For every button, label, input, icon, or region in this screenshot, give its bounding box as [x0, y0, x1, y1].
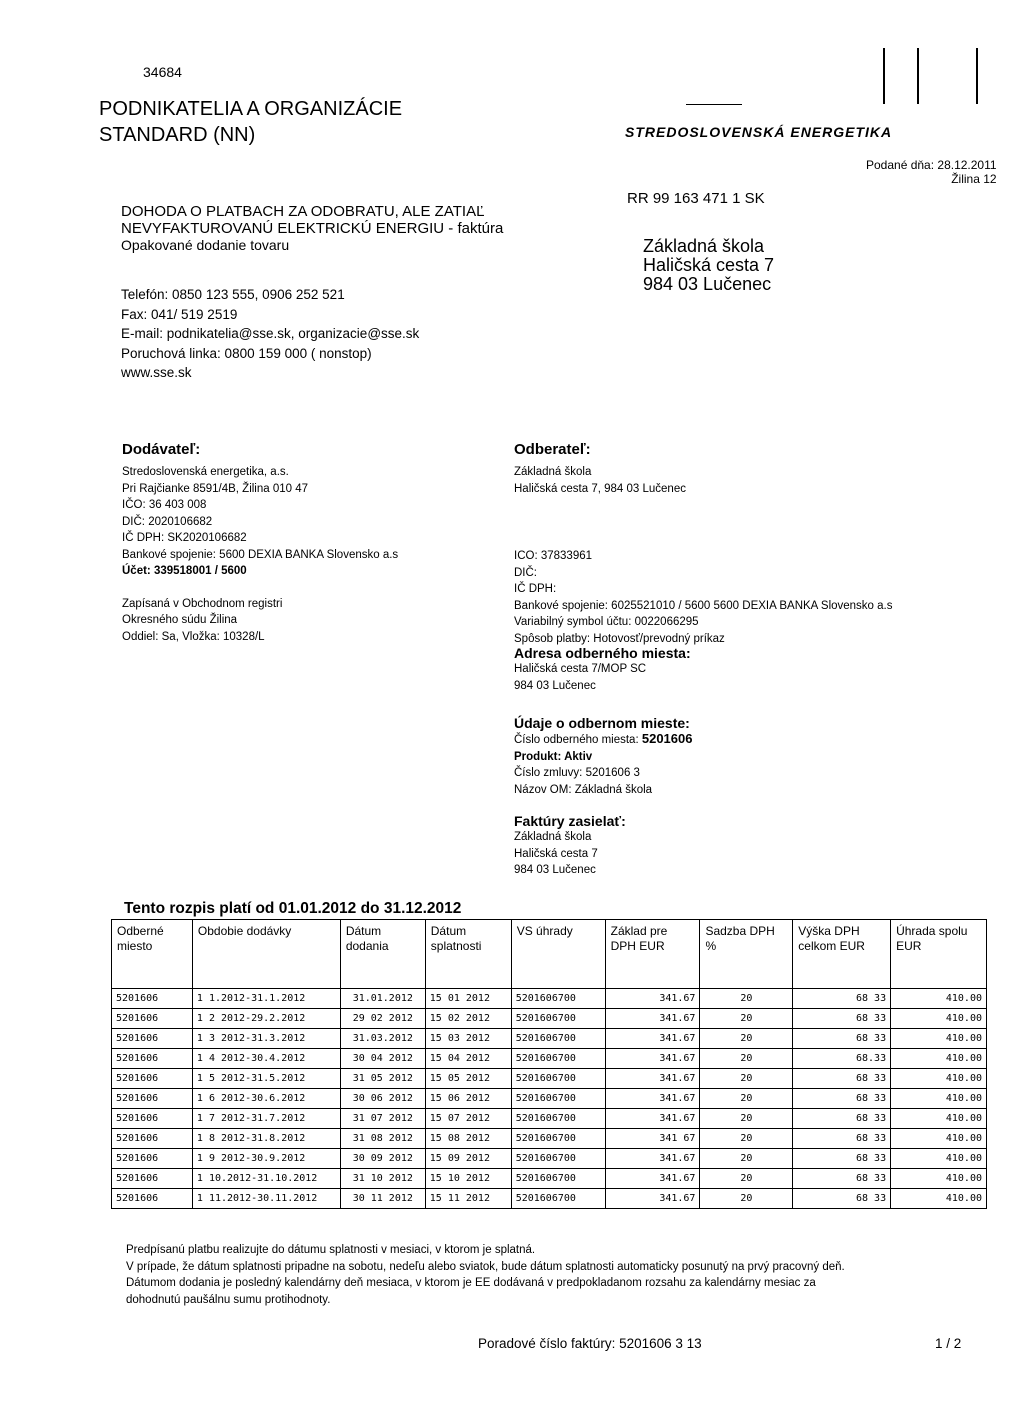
table-cell: 20 — [700, 1009, 793, 1029]
supplier-block — [122, 441, 398, 645]
recipient-city: 984 03 Lučenec — [643, 274, 772, 294]
supplier-bank: Bankové spojenie: 5600 DEXIA BANKA Slovensko a.s — [122, 548, 399, 561]
table-cell: 20 — [700, 1149, 793, 1169]
table-cell: 5201606700 — [511, 1049, 605, 1069]
table-cell: 1 10.2012-31.10.2012 — [192, 1169, 340, 1189]
table-cell: 5201606700 — [511, 1009, 605, 1029]
table-cell: 20 — [700, 1049, 793, 1069]
supplier-icdph: IČ DPH: SK2020106682 — [122, 532, 247, 544]
table-row — [112, 1069, 987, 1089]
column-header: Obdobie dodávky — [192, 920, 340, 989]
posting-info — [866, 158, 997, 186]
customer-block — [514, 441, 686, 497]
segment-line-1: PODNIKATELIA A ORGANIZÁCIE — [99, 98, 403, 120]
table-cell: 68 33 — [793, 1169, 891, 1189]
invoice-delivery-block — [514, 813, 626, 879]
customer-variable-symbol: Variabilný symbol účtu: 0022066295 — [514, 616, 699, 628]
place-number-label: Číslo odberného miesta: — [514, 734, 639, 746]
table-cell: 341.67 — [605, 989, 700, 1009]
table-cell: 1 1.2012-31.1.2012 — [192, 989, 340, 1009]
supplier-registry-2: Okresného súdu Žilina — [122, 614, 238, 626]
schedule-validity: Tento rozpis platí od 01.01.2012 do 31.12.2012 — [124, 900, 462, 917]
table-cell: 68 33 — [793, 1089, 891, 1109]
hotline: Poruchová linka: 0800 159 000 ( nonstop) — [121, 345, 372, 361]
table-cell: 341.67 — [605, 1189, 700, 1209]
segment-line-2: STANDARD (NN) — [99, 124, 256, 146]
table-cell: 5201606 — [112, 1169, 193, 1189]
table-cell: 15 03 2012 — [425, 1029, 511, 1049]
table-cell: 410.00 — [891, 989, 987, 1009]
customer-bank: Bankové spojenie: 6025521010 / 5600 5600 DEXIA BANKA Slovensko a.s — [514, 599, 893, 612]
table-row — [112, 1049, 987, 1069]
product-line — [514, 749, 692, 766]
table-cell: 410.00 — [891, 1169, 987, 1189]
table-cell: 5201606 — [112, 1069, 193, 1089]
email: E-mail: podnikatelia@sse.sk, organizacie@sse.sk — [121, 326, 420, 341]
table-cell: 5201606 — [112, 1149, 193, 1169]
customer-heading: Odberateľ: — [514, 441, 591, 458]
table-cell: 29 02 2012 — [340, 1009, 425, 1029]
consumption-place-heading: Adresa odberného miesta: — [514, 645, 691, 661]
table-cell: 5201606 — [112, 1029, 193, 1049]
customer-segment-title — [99, 96, 402, 148]
company-logo: STREDOSLOVENSKÁ ENERGETIKA — [625, 124, 893, 140]
table-body — [112, 989, 987, 1209]
supplier-account: Účet: 339518001 / 5600 — [122, 565, 247, 577]
barcode-bar — [883, 48, 885, 104]
barcode-bar — [917, 48, 919, 104]
column-header: VS úhrady — [511, 920, 605, 989]
table-cell: 68 33 — [793, 1149, 891, 1169]
table-cell: 5201606700 — [511, 989, 605, 1009]
table-cell: 5201606700 — [511, 1089, 605, 1109]
customer-dic: DIČ: — [514, 566, 537, 579]
place-number-value: 5201606 — [641, 731, 693, 746]
table-cell: 20 — [700, 1069, 793, 1089]
supplier-dic: DIČ: 2020106682 — [122, 515, 213, 528]
table-cell: 410.00 — [891, 1129, 987, 1149]
table-cell: 20 — [700, 1129, 793, 1149]
table-row — [112, 989, 987, 1009]
table-cell: 20 — [700, 989, 793, 1009]
table-cell: 410.00 — [891, 1009, 987, 1029]
table-cell: 410.00 — [891, 1049, 987, 1069]
table-cell: 410.00 — [891, 1089, 987, 1109]
invoice-sequence-number: Poradové číslo faktúry: 5201606 3 13 — [478, 1336, 702, 1351]
column-header: Sadzba DPH % — [700, 920, 793, 989]
table-cell: 1 6 2012-30.6.2012 — [192, 1089, 340, 1109]
agreement-subtitle: Opakované dodanie tovaru — [121, 237, 290, 253]
table-cell: 5201606700 — [511, 1129, 605, 1149]
contact-info — [121, 285, 419, 383]
note-line-2: V prípade, že dátum splatnosti pripadne na sobotu, nedeľu alebo sviatok, bude dátum splatnosti automaticky posunutý na prvý pracovný deň. — [126, 1260, 845, 1273]
table-cell: 341.67 — [605, 1149, 700, 1169]
table-cell: 5201606700 — [511, 1149, 605, 1169]
table-cell: 68 33 — [793, 1129, 891, 1149]
place-number-line — [514, 731, 692, 749]
payment-schedule-table — [111, 919, 987, 1209]
table-cell: 31.03.2012 — [340, 1029, 425, 1049]
table-cell: 410.00 — [891, 1029, 987, 1049]
table-cell: 5201606700 — [511, 1189, 605, 1209]
table-cell: 30 06 2012 — [340, 1089, 425, 1109]
payment-notes — [126, 1242, 845, 1308]
table-cell: 410.00 — [891, 1109, 987, 1129]
table-cell: 15 07 2012 — [425, 1109, 511, 1129]
table-cell: 341.67 — [605, 1169, 700, 1189]
table-cell: 341.67 — [605, 1089, 700, 1109]
column-header: Výška DPH celkom EUR — [793, 920, 891, 989]
table-cell: 5201606 — [112, 989, 193, 1009]
table-cell: 31.01.2012 — [340, 989, 425, 1009]
table-cell: 20 — [700, 1089, 793, 1109]
logo-rule — [686, 104, 742, 105]
customer-payment-method: Spôsob platby: Hotovosť/prevodný príkaz — [514, 632, 725, 645]
customer-icdph: IČ DPH: — [514, 583, 557, 595]
consumption-place-block — [514, 645, 691, 694]
table-row — [112, 1169, 987, 1189]
table-cell: 5201606 — [112, 1129, 193, 1149]
invoice-delivery-line-1: Základná škola — [514, 831, 592, 843]
column-header: Základ pre DPH EUR — [605, 920, 700, 989]
supplier-registry-3: Oddiel: Sa, Vložka: 10328/L — [122, 630, 265, 643]
table-cell: 5201606700 — [511, 1169, 605, 1189]
table-cell: 1 5 2012-31.5.2012 — [192, 1069, 340, 1089]
table-cell: 31 10 2012 — [340, 1169, 425, 1189]
contract-number: Číslo zmluvy: 5201606 3 — [514, 767, 640, 779]
table-cell: 68 33 — [793, 1069, 891, 1089]
table-cell: 5201606700 — [511, 1109, 605, 1129]
table-cell: 1 2 2012-29.2.2012 — [192, 1009, 340, 1029]
table-header-row — [112, 920, 987, 989]
table-cell: 1 11.2012-30.11.2012 — [192, 1189, 340, 1209]
page-number: 1 / 2 — [935, 1336, 962, 1351]
table-cell: 15 06 2012 — [425, 1089, 511, 1109]
table-cell: 15 11 2012 — [425, 1189, 511, 1209]
table-cell: 20 — [700, 1189, 793, 1209]
supplier-name: Stredoslovenská energetika, a.s. — [122, 466, 289, 478]
customer-name: Základná škola — [514, 466, 592, 478]
agreement-title — [121, 203, 503, 254]
table-cell: 5201606 — [112, 1089, 193, 1109]
fax: Fax: 041/ 519 2519 — [121, 306, 238, 322]
customer-address: Haličská cesta 7, 984 03 Lučenec — [514, 482, 686, 495]
table-row — [112, 1109, 987, 1129]
posting-date: Podané dňa: 28.12.2011 — [866, 158, 997, 172]
recipient-address — [643, 237, 774, 294]
table-cell: 5201606 — [112, 1049, 193, 1069]
column-header: Úhrada spolu EUR — [891, 920, 987, 989]
table-cell: 31 05 2012 — [340, 1069, 425, 1089]
table-cell: 31 07 2012 — [340, 1109, 425, 1129]
supplier-registry-1: Zapísaná v Obchodnom registri — [122, 597, 283, 610]
note-line-1: Predpísanú platbu realizujte do dátumu splatnosti v mesiaci, v ktorom je splatná. — [126, 1244, 536, 1256]
table-cell: 31 08 2012 — [340, 1129, 425, 1149]
table-cell: 410.00 — [891, 1069, 987, 1089]
consumption-place-line-1: Haličská cesta 7/MOP SC — [514, 663, 647, 675]
recipient-street: Haličská cesta 7 — [643, 255, 775, 275]
table-row — [112, 1189, 987, 1209]
column-header: Dátum dodania — [340, 920, 425, 989]
recipient-name: Základná škola — [643, 236, 765, 256]
table-cell: 1 8 2012-31.8.2012 — [192, 1129, 340, 1149]
invoice-delivery-line-3: 984 03 Lučenec — [514, 864, 596, 876]
barcode-bar — [976, 48, 978, 104]
table-cell: 341.67 — [605, 1049, 700, 1069]
table-row — [112, 1149, 987, 1169]
table-cell: 15 10 2012 — [425, 1169, 511, 1189]
phone: Telefón: 0850 123 555, 0906 252 521 — [121, 287, 345, 302]
table-cell: 5201606 — [112, 1009, 193, 1029]
table-cell: 410.00 — [891, 1189, 987, 1209]
table-cell: 68 33 — [793, 1029, 891, 1049]
customer-ico: ICO: 37833961 — [514, 550, 593, 562]
website: www.sse.sk — [121, 365, 192, 380]
table-row — [112, 1089, 987, 1109]
table-cell: 68 33 — [793, 989, 891, 1009]
registered-mail-number: RR 99 163 471 1 SK — [627, 190, 765, 207]
place-info-heading: Údaje o odbernom mieste: — [514, 715, 690, 731]
table-cell: 341.67 — [605, 1029, 700, 1049]
document-id: 34684 — [143, 64, 182, 80]
table-cell: 15 09 2012 — [425, 1149, 511, 1169]
table-cell: 15 02 2012 — [425, 1009, 511, 1029]
posting-place: Žilina 12 — [951, 172, 997, 186]
table-cell: 5201606700 — [511, 1029, 605, 1049]
table-cell: 15 04 2012 — [425, 1049, 511, 1069]
place-name: Názov OM: Základná škola — [514, 783, 653, 796]
consumption-place-line-2: 984 03 Lučenec — [514, 679, 596, 692]
table-cell: 68 33 — [793, 1189, 891, 1209]
table-cell: 1 9 2012-30.9.2012 — [192, 1149, 340, 1169]
table-cell: 1 4 2012-30.4.2012 — [192, 1049, 340, 1069]
table-cell: 5201606 — [112, 1109, 193, 1129]
table-cell: 68 33 — [793, 1109, 891, 1129]
table-row — [112, 1129, 987, 1149]
table-cell: 341.67 — [605, 1109, 700, 1129]
table-cell: 15 05 2012 — [425, 1069, 511, 1089]
supplier-street: Pri Rajčianke 8591/4B, Žilina 010 47 — [122, 482, 309, 495]
product-label: Produkt: — [514, 750, 562, 763]
table-cell: 68.33 — [793, 1049, 891, 1069]
invoice-delivery-heading: Faktúry zasielať: — [514, 813, 626, 829]
customer-ids — [514, 548, 893, 647]
table-cell: 30 09 2012 — [340, 1149, 425, 1169]
table-cell: 20 — [700, 1029, 793, 1049]
table-row — [112, 1029, 987, 1049]
table-cell: 30 04 2012 — [340, 1049, 425, 1069]
table-cell: 15 08 2012 — [425, 1129, 511, 1149]
table-cell: 341 67 — [605, 1129, 700, 1149]
table-cell: 15 01 2012 — [425, 989, 511, 1009]
table-cell: 30 11 2012 — [340, 1189, 425, 1209]
table-row — [112, 1009, 987, 1029]
table-cell: 1 7 2012-31.7.2012 — [192, 1109, 340, 1129]
supplier-ico: IČO: 36 403 008 — [122, 499, 207, 511]
table-cell: 68 33 — [793, 1009, 891, 1029]
place-info-block — [514, 715, 692, 798]
table-cell: 410.00 — [891, 1149, 987, 1169]
table-cell: 20 — [700, 1169, 793, 1189]
table-cell: 341.67 — [605, 1069, 700, 1089]
table-cell: 20 — [700, 1109, 793, 1129]
table-cell: 1 3 2012-31.3.2012 — [192, 1029, 340, 1049]
invoice-delivery-line-2: Haličská cesta 7 — [514, 847, 598, 860]
column-header: Odberné miesto — [112, 920, 193, 989]
table-cell: 5201606 — [112, 1189, 193, 1209]
note-line-3: Dátumom dodania je posledný kalendárny deň mesiaca, v ktorom je EE dodávaná v predpokladanom rozsahu za kalendárny mesiac za — [126, 1277, 816, 1289]
agreement-line-1: DOHODA O PLATBACH ZA ODOBRATU, ALE ZATIAĽ — [121, 203, 485, 220]
product-value: Aktiv — [564, 750, 593, 763]
supplier-heading: Dodávateľ: — [122, 441, 201, 458]
note-line-4: dohodnutú paušálnu sumu protihodnoty. — [126, 1293, 331, 1306]
agreement-line-2: NEVYFAKTUROVANÚ ELEKTRICKÚ ENERGIU - faktúra — [121, 220, 504, 237]
column-header: Dátum splatnosti — [425, 920, 511, 989]
table-cell: 341.67 — [605, 1009, 700, 1029]
table-cell: 5201606700 — [511, 1069, 605, 1089]
